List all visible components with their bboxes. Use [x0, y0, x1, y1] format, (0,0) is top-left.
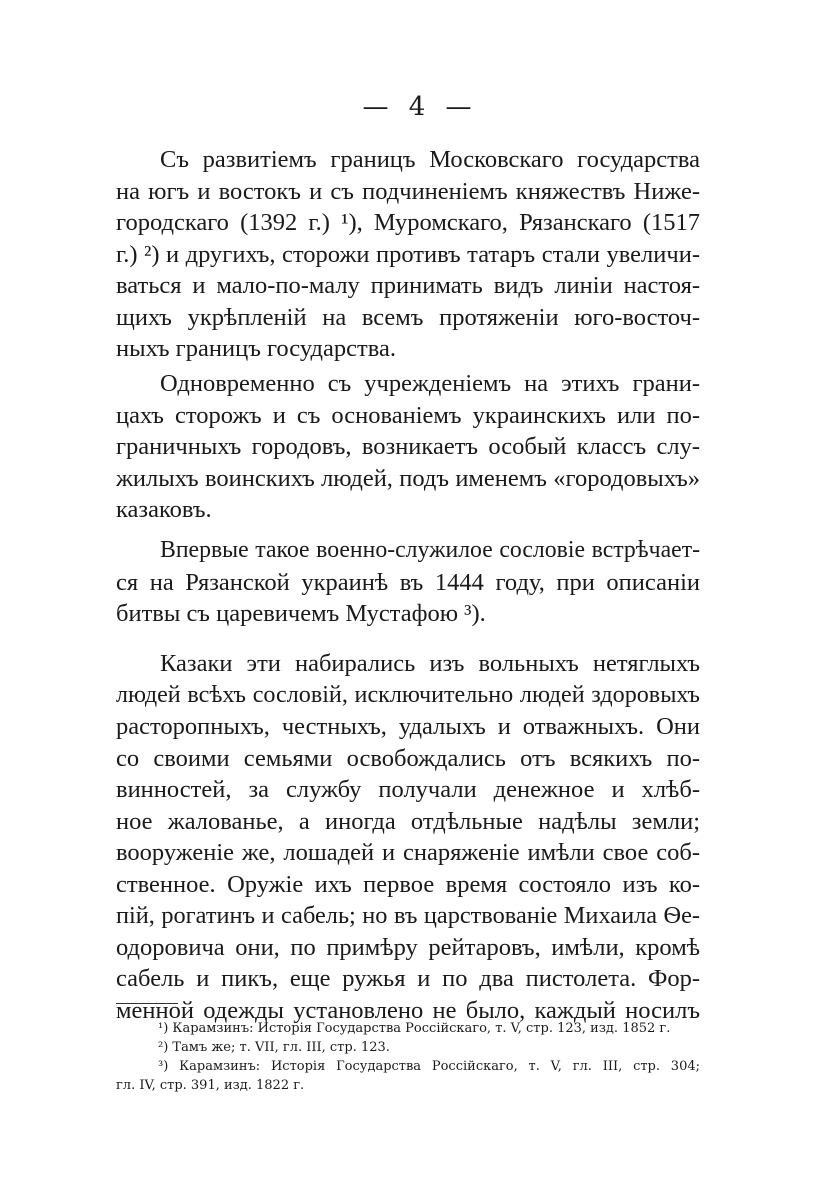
text-line: Впервые такое военно-служилое сословіе встрѣчает-	[160, 537, 700, 563]
footnote-2: ²) Тамъ же; т. VII, гл. III, стр. 123.	[158, 1040, 390, 1055]
text-line: расторопныхъ, честныхъ, удалыхъ и отважныхъ. Они	[116, 713, 700, 740]
text-line: на югъ и востокъ и съ подчиненіемъ княжествъ Ниже-	[116, 177, 700, 205]
text-line: одоровича они, по примѣру рейтаровъ, имѣли, кромѣ	[116, 933, 700, 961]
text-line: ныхъ границъ государства.	[116, 335, 396, 362]
text-line: Одновременно съ учрежденіемъ на этихъ грани-	[160, 370, 700, 397]
text-line: пій, рогатинъ и сабель; но въ царствованіе Михаила Ѳе-	[116, 902, 700, 929]
footnote-1: ¹) Карамзинъ: Исторія Государства Россійскаго, т. V, стр. 123, изд. 1852 г.	[158, 1021, 671, 1036]
text-line: со своими семьями освобождались отъ всякихъ по-	[116, 744, 700, 772]
text-line: сабель и пикъ, еще ружья и по два пистолета. Фор-	[116, 965, 700, 992]
text-line: Казаки эти набирались изъ вольныхъ нетяглыхъ	[160, 650, 700, 677]
footnote-3-continuation: гл. IV, стр. 391, изд. 1822 г.	[116, 1078, 305, 1093]
text-line: винностей, за службу получали денежное и хлѣб-	[116, 776, 700, 803]
text-line: городскаго (1392 г.) ¹), Муромскаго, Рязанскаго (1517	[116, 209, 700, 236]
text-line: ваться и мало-по-малу принимать видъ линіи настоя-	[116, 272, 700, 299]
footnotes	[116, 1019, 700, 1095]
text-line: ся на Рязанской украинѣ въ 1444 году, при описаніи	[116, 568, 700, 596]
text-line: щихъ укрѣпленій на всемъ протяженіи юго-восточ-	[116, 303, 700, 331]
paragraph-3	[116, 535, 700, 630]
text-line: менной одежды установлено не было, каждый носилъ	[116, 996, 700, 1024]
page-number: — 4 —	[362, 92, 478, 122]
text-line: цахъ сторожъ и съ основаніемъ украинскихъ или по-	[116, 401, 700, 429]
text-line: г.) ²) и другихъ, сторожи противъ татаръ стали увеличи-	[116, 240, 700, 268]
paragraph-4	[116, 648, 700, 1026]
text-line: казаковъ.	[116, 496, 212, 523]
text-line: граничныхъ городовъ, возникаетъ особый классъ слу-	[116, 433, 700, 460]
footnote-3: ³) Карамзинъ: Исторія Государства Россійскаго, т. V, гл. III, стр. 304;	[158, 1059, 700, 1074]
text-line: людей всѣхъ сословій, исключительно людей здоровыхъ	[116, 681, 700, 708]
text-line: битвы съ царевичемъ Мустафою ³).	[116, 600, 486, 627]
text-line: Съ развитіемъ границъ Московскаго государства	[160, 146, 700, 173]
paragraph-2	[116, 368, 700, 526]
text-line: жилыхъ воинскихъ людей, подъ именемъ «городовыхъ»	[116, 464, 700, 492]
paragraph-1	[116, 144, 700, 365]
text-line: ственное. Оружіе ихъ первое время состояло изъ ко-	[116, 870, 700, 898]
text-line: вооруженіе же, лошадей и снаряженіе имѣли свое соб-	[116, 839, 700, 866]
text-line: ное жалованье, а иногда отдѣльные надѣлы земли;	[116, 807, 700, 835]
footnote-divider	[116, 1003, 178, 1004]
